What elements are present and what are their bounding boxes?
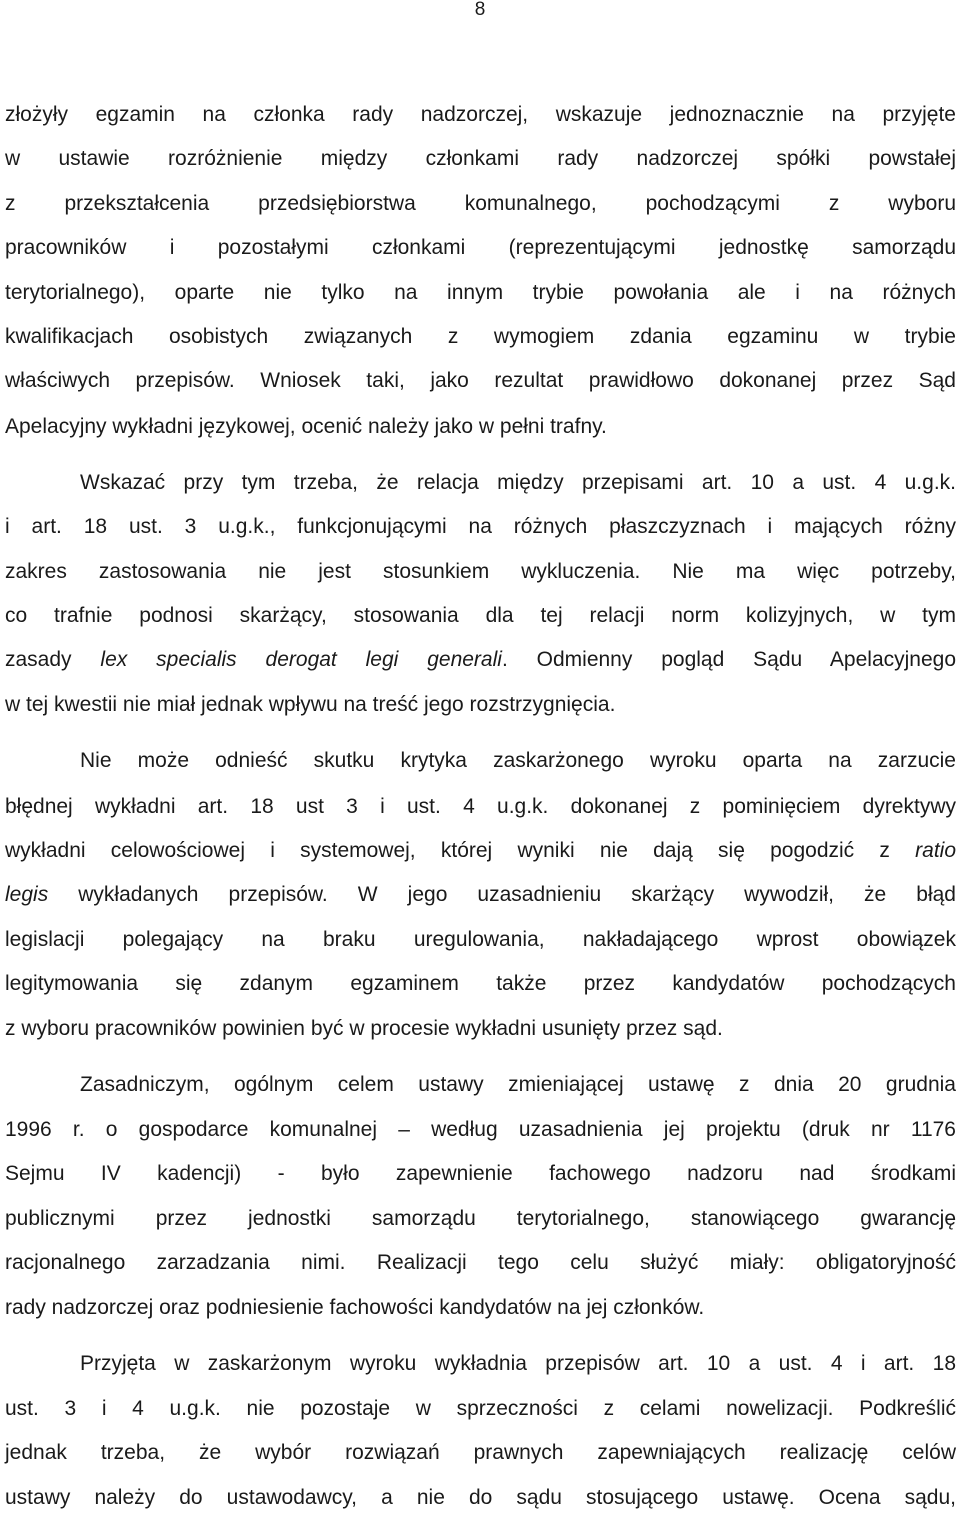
- text-line: jednak trzeba, że wybór rozwiązań prawnych zapewniających realizację celów: [5, 1441, 956, 1464]
- text-line: z wyboru pracowników powinien być w procesie wykładni usunięty przez sąd.: [5, 1017, 723, 1040]
- text-line: zasady lex specialis derogat legi generali. Odmienny pogląd Sądu Apelacyjnego: [5, 648, 957, 671]
- text-line: Wskazać przy tym trzeba, że relacja między przepisami art. 10 a ust. 4 u.g.k.: [80, 471, 956, 494]
- text-line: 1996 r. o gospodarce komunalnej – według uzasadnienia jej projektu (druk nr 1176: [5, 1118, 956, 1141]
- text-line: terytorialnego), oparte nie tylko na innym trybie powołania ale i na różnych: [5, 281, 956, 304]
- text-line: rady nadzorczej oraz podniesienie fachowości kandydatów na jej członków.: [5, 1296, 705, 1319]
- text-line: złożyły egzamin na członka rady nadzorczej, wskazuje jednoznacznie na przyjęte: [5, 103, 956, 126]
- text-line: z przekształcenia przedsiębiorstwa komunalnego, pochodzącymi z wyboru: [5, 192, 956, 215]
- text-line: Zasadniczym, ogólnym celem ustawy zmieniającej ustawę z dnia 20 grudnia: [80, 1073, 956, 1096]
- text-line: Nie może odnieść skutku krytyka zaskarżonego wyroku oparta na zarzucie: [80, 749, 956, 772]
- text-line: racjonalnego zarzadzania nimi. Realizacji tego celu służyć miały: obligatoryjność: [5, 1251, 956, 1274]
- text-line: właściwych przepisów. Wniosek taki, jako rezultat prawidłowo dokonanej przez Sąd: [5, 369, 956, 392]
- text-line: publicznymi przez jednostki samorządu terytorialnego, stanowiącego gwarancję: [5, 1207, 956, 1230]
- text-line: zakres zastosowania nie jest stosunkiem wykluczenia. Nie ma więc potrzeby,: [5, 560, 956, 583]
- text-line: w tej kwestii nie miał jednak wpływu na treść jego rozstrzygnięcia.: [5, 693, 616, 716]
- text-line: pracowników i pozostałymi członkami (reprezentującymi jednostkę samorządu: [5, 236, 956, 259]
- text-line: i art. 18 ust. 3 u.g.k., funkcjonującymi na różnych płaszczyznach i mających różny: [5, 515, 956, 538]
- text-line: wykładni celowościowej i systemowej, której wyniki nie dają się pogodzić z ratio: [5, 839, 956, 862]
- text-line: Sejmu IV kadencji) - było zapewnienie fachowego nadzoru nad środkami: [5, 1162, 956, 1185]
- text-line: legitymowania się zdanym egzaminem także przez kandydatów pochodzących: [5, 972, 956, 995]
- text-line: Apelacyjny wykładni językowej, ocenić należy jako w pełni trafny.: [5, 415, 607, 438]
- text-line: w ustawie rozróżnienie między członkami rady nadzorczej spółki powstałej: [5, 147, 956, 170]
- text-line: kwalifikacjach osobistych związanych z wymogiem zdania egzaminu w trybie: [5, 325, 956, 348]
- text-line: Przyjęta w zaskarżonym wyroku wykładnia przepisów art. 10 a ust. 4 i art. 18: [80, 1352, 956, 1375]
- text-line: legis wykładanych przepisów. W jego uzasadnieniu skarżący wywodził, że błąd: [5, 883, 956, 906]
- text-line: błędnej wykładni art. 18 ust 3 i ust. 4 u.g.k. dokonanej z pominięciem dyrektywy: [5, 795, 956, 818]
- text-line: ustawy należy do ustawodawcy, a nie do sądu stosującego ustawę. Ocena sądu,: [5, 1486, 956, 1509]
- page-number: 8: [474, 0, 486, 20]
- text-line: legislacji polegający na braku uregulowania, nakładającego wprost obowiązek: [5, 928, 956, 951]
- text-line: co trafnie podnosi skarżący, stosowania dla tej relacji norm kolizyjnych, w tym: [5, 604, 956, 627]
- text-line: ust. 3 i 4 u.g.k. nie pozostaje w sprzeczności z celami nowelizacji. Podkreślić: [5, 1397, 956, 1420]
